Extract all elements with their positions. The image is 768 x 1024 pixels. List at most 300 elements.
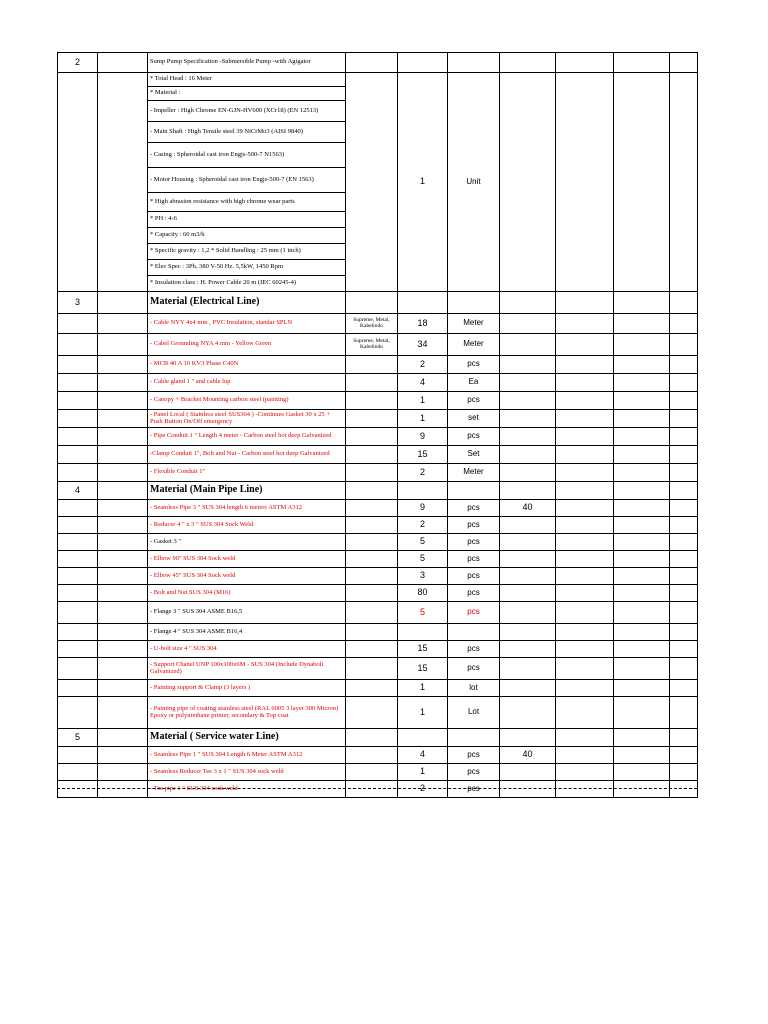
- quantity: 4: [398, 374, 448, 392]
- empty-cell: [556, 680, 614, 697]
- table-row: [58, 568, 698, 585]
- item-description: - Painting support & Clamp (3 layers ): [148, 680, 346, 697]
- empty-cell: [556, 500, 614, 517]
- section-number: 3: [58, 292, 98, 314]
- item-description: - Seamless Pipe 3 " SUS 304 length 6 meters ASTM A312: [148, 500, 346, 517]
- empty-cell: [614, 658, 670, 680]
- table-row: [58, 314, 698, 334]
- extra-value: [500, 585, 556, 602]
- extra-value: [500, 534, 556, 551]
- empty-cell: [614, 334, 670, 356]
- empty-cell: [614, 641, 670, 658]
- item-description: - Cabel Grounding NYA 4 mm - Yellow Green: [148, 334, 346, 356]
- empty-cell: [448, 292, 500, 314]
- item-description: - Canopy + Bracket Mounting carbon steel (painting): [148, 392, 346, 410]
- empty-cell: [670, 374, 698, 392]
- empty-cell: [58, 334, 98, 356]
- table-row: [58, 73, 698, 292]
- empty-cell: [614, 292, 670, 314]
- empty-cell: [614, 781, 670, 798]
- table-row: [58, 517, 698, 534]
- table-row: [58, 374, 698, 392]
- unit: pcs: [448, 356, 500, 374]
- table-row: [58, 764, 698, 781]
- empty-cell: [670, 624, 698, 641]
- empty-cell: [346, 73, 398, 292]
- item-description: - Pipe Conduit 1 " Length 4 meter - Carbon steel hot deep Galvanized: [148, 428, 346, 446]
- quantity: 15: [398, 641, 448, 658]
- unit: pcs: [448, 392, 500, 410]
- empty-cell: [58, 585, 98, 602]
- empty-cell: [670, 781, 698, 798]
- empty-cell: [556, 747, 614, 764]
- section-title: Material (Electrical Line): [148, 292, 346, 314]
- unit: pcs: [448, 641, 500, 658]
- unit: Set: [448, 446, 500, 464]
- table-row: [58, 356, 698, 374]
- extra-value: [500, 356, 556, 374]
- empty-cell: [614, 464, 670, 482]
- empty-cell: [556, 764, 614, 781]
- empty-cell: [98, 73, 148, 292]
- table-row: [58, 334, 698, 356]
- empty-cell: [500, 729, 556, 747]
- empty-cell: [556, 658, 614, 680]
- table-row: [58, 585, 698, 602]
- empty-cell: [614, 697, 670, 729]
- quantity: 1: [398, 680, 448, 697]
- empty-cell: [98, 410, 148, 428]
- quantity: 1: [398, 73, 448, 292]
- quantity: 4: [398, 747, 448, 764]
- pump-spec-list: [148, 73, 346, 292]
- unit: Meter: [448, 314, 500, 334]
- item-brand: [346, 464, 398, 482]
- item-description: - MCB 40 A 10 KV3 Phase C40N: [148, 356, 346, 374]
- item-description: - Seamless Reducer Tee 3 x 1 " SUS 304 sock weld: [148, 764, 346, 781]
- table-bottom-border: [57, 788, 697, 789]
- empty-cell: [58, 410, 98, 428]
- empty-cell: [98, 517, 148, 534]
- spec-line: * Specific gravity : 1,2 * Solid Handling : 25 mm (1 inch): [148, 244, 345, 260]
- unit: pcs: [448, 602, 500, 624]
- empty-cell: [58, 446, 98, 464]
- empty-cell: [670, 764, 698, 781]
- empty-cell: [398, 53, 448, 73]
- empty-cell: [670, 641, 698, 658]
- empty-cell: [98, 641, 148, 658]
- quantity: 5: [398, 534, 448, 551]
- empty-cell: [58, 73, 98, 292]
- extra-value: [500, 446, 556, 464]
- empty-cell: [670, 292, 698, 314]
- item-brand: Supreme, Metal, Kabelindo: [346, 314, 398, 334]
- table-row: [58, 697, 698, 729]
- item-description: - Cable gland 1 " and cable lup: [148, 374, 346, 392]
- extra-value: [500, 517, 556, 534]
- empty-cell: [58, 517, 98, 534]
- empty-cell: [346, 292, 398, 314]
- unit: pcs: [448, 585, 500, 602]
- extra-value: [500, 697, 556, 729]
- quantity: 5: [398, 602, 448, 624]
- empty-cell: [98, 764, 148, 781]
- quantity: 1: [398, 764, 448, 781]
- empty-cell: [556, 292, 614, 314]
- empty-cell: [614, 568, 670, 585]
- empty-cell: [98, 482, 148, 500]
- empty-cell: [58, 747, 98, 764]
- item-description: - Flexible Conduit 1": [148, 464, 346, 482]
- empty-cell: [58, 624, 98, 641]
- empty-cell: [670, 658, 698, 680]
- quantity: 3: [398, 568, 448, 585]
- quantity: 9: [398, 500, 448, 517]
- empty-cell: [500, 292, 556, 314]
- table-row: [58, 624, 698, 641]
- quantity: 2: [398, 356, 448, 374]
- unit: Meter: [448, 334, 500, 356]
- empty-cell: [614, 314, 670, 334]
- empty-cell: [614, 356, 670, 374]
- section-title: Material (Main Pipe Line): [148, 482, 346, 500]
- item-brand: [346, 551, 398, 568]
- empty-cell: [614, 764, 670, 781]
- table-row: [58, 410, 698, 428]
- item-brand: [346, 602, 398, 624]
- empty-cell: [614, 534, 670, 551]
- empty-cell: [346, 482, 398, 500]
- empty-cell: [346, 729, 398, 747]
- empty-cell: [556, 410, 614, 428]
- empty-cell: [556, 392, 614, 410]
- empty-cell: [670, 697, 698, 729]
- empty-cell: [58, 464, 98, 482]
- empty-cell: [670, 500, 698, 517]
- empty-cell: [556, 624, 614, 641]
- empty-cell: [98, 53, 148, 73]
- empty-cell: [98, 747, 148, 764]
- empty-cell: [58, 500, 98, 517]
- empty-cell: [58, 551, 98, 568]
- empty-cell: [448, 729, 500, 747]
- empty-cell: [98, 446, 148, 464]
- empty-cell: [670, 356, 698, 374]
- empty-cell: [614, 747, 670, 764]
- table-row: [58, 428, 698, 446]
- unit: set: [448, 410, 500, 428]
- table-row: [58, 292, 698, 314]
- empty-cell: [556, 374, 614, 392]
- item-brand: [346, 374, 398, 392]
- unit: pcs: [448, 764, 500, 781]
- spec-line: - Motor Housing : Spheroidal cast iron Engjs-500-7 (EN 1563): [148, 168, 345, 193]
- empty-cell: [614, 517, 670, 534]
- item-description: - Painting pipe of coating stainless steel (RAL 6005 3 layer 300 Micron) Epoxy or polyurethane primer, secondary & Top coat: [148, 697, 346, 729]
- empty-cell: [98, 680, 148, 697]
- empty-cell: [670, 680, 698, 697]
- empty-cell: [556, 73, 614, 292]
- unit: pcs: [448, 428, 500, 446]
- item-description: - Flange 3 " SUS 304 ASME B16,5: [148, 602, 346, 624]
- spec-line: * Capacity : 60 m3/h: [148, 228, 345, 244]
- empty-cell: [556, 334, 614, 356]
- empty-cell: [556, 517, 614, 534]
- table-row: [58, 464, 698, 482]
- empty-cell: [58, 374, 98, 392]
- spec-line: * Total Head : 16 Meter: [148, 73, 345, 87]
- quantity: 15: [398, 658, 448, 680]
- empty-cell: [556, 641, 614, 658]
- unit: pcs: [448, 568, 500, 585]
- item-brand: [346, 517, 398, 534]
- empty-cell: [58, 658, 98, 680]
- item-brand: [346, 658, 398, 680]
- empty-cell: [98, 729, 148, 747]
- table-row: [58, 500, 698, 517]
- extra-value: [500, 410, 556, 428]
- spec-line: - Casing : Spheroidal cast iron Engjs-500-7 N1563): [148, 143, 345, 168]
- empty-cell: [556, 551, 614, 568]
- quantity: 18: [398, 314, 448, 334]
- quantity: 34: [398, 334, 448, 356]
- item-brand: [346, 392, 398, 410]
- empty-cell: [614, 624, 670, 641]
- empty-cell: [58, 356, 98, 374]
- unit: Lot: [448, 697, 500, 729]
- empty-cell: [614, 602, 670, 624]
- empty-cell: [670, 446, 698, 464]
- item-brand: [346, 680, 398, 697]
- empty-cell: [670, 517, 698, 534]
- empty-cell: [670, 410, 698, 428]
- empty-cell: [670, 314, 698, 334]
- empty-cell: [58, 764, 98, 781]
- item-brand: [346, 697, 398, 729]
- empty-cell: [58, 314, 98, 334]
- empty-cell: [614, 374, 670, 392]
- quantity: [398, 624, 448, 641]
- item-brand: [346, 781, 398, 798]
- empty-cell: [58, 568, 98, 585]
- empty-cell: [98, 585, 148, 602]
- quantity: 9: [398, 428, 448, 446]
- item-description: - Elbow 45" SUS 304 Sock weld: [148, 568, 346, 585]
- unit: pcs: [448, 781, 500, 798]
- empty-cell: [556, 585, 614, 602]
- table-row: [58, 482, 698, 500]
- empty-cell: [670, 585, 698, 602]
- quantity: 80: [398, 585, 448, 602]
- empty-cell: [614, 551, 670, 568]
- empty-cell: [58, 680, 98, 697]
- empty-cell: [670, 568, 698, 585]
- table-row: [58, 680, 698, 697]
- quantity: 1: [398, 392, 448, 410]
- empty-cell: [98, 292, 148, 314]
- extra-value: [500, 428, 556, 446]
- empty-cell: [58, 697, 98, 729]
- item-description: - Reducer 4 " x 3 " SUS 304 Sock Weld: [148, 517, 346, 534]
- quantity: 1: [398, 697, 448, 729]
- item-number: 2: [58, 53, 98, 73]
- empty-cell: [614, 392, 670, 410]
- empty-cell: [670, 428, 698, 446]
- extra-value: [500, 551, 556, 568]
- unit: pcs: [448, 747, 500, 764]
- extra-value: [500, 568, 556, 585]
- unit: pcs: [448, 658, 500, 680]
- empty-cell: [670, 534, 698, 551]
- extra-value: 40: [500, 500, 556, 517]
- table-row: [58, 658, 698, 680]
- empty-cell: [98, 334, 148, 356]
- empty-cell: [98, 658, 148, 680]
- empty-cell: [58, 534, 98, 551]
- item-brand: Supreme, Metal, Kabelindo: [346, 334, 398, 356]
- item-brand: [346, 747, 398, 764]
- empty-cell: [670, 53, 698, 73]
- unit: pcs: [448, 517, 500, 534]
- extra-value: [500, 641, 556, 658]
- unit: pcs: [448, 534, 500, 551]
- item-description: - Flange 4 " SUS 304 ASME B16,4: [148, 624, 346, 641]
- unit: pcs: [448, 551, 500, 568]
- section-number: 5: [58, 729, 98, 747]
- item-description: - Gasket 3 ": [148, 534, 346, 551]
- empty-cell: [670, 729, 698, 747]
- item-description: - Seamless Pipe 1 " SUS 304 Length 6 Meter ASTM A312: [148, 747, 346, 764]
- unit: Unit: [448, 73, 500, 292]
- empty-cell: [556, 568, 614, 585]
- table-row: [58, 392, 698, 410]
- empty-cell: [58, 428, 98, 446]
- section-title: Material ( Service water Line): [148, 729, 346, 747]
- empty-cell: [98, 602, 148, 624]
- extra-value: [500, 658, 556, 680]
- empty-cell: [614, 680, 670, 697]
- empty-cell: [556, 729, 614, 747]
- quantity: 1: [398, 410, 448, 428]
- spec-line: * PH : 4-6: [148, 212, 345, 228]
- empty-cell: [614, 729, 670, 747]
- unit: pcs: [448, 500, 500, 517]
- empty-cell: [614, 53, 670, 73]
- empty-cell: [614, 73, 670, 292]
- empty-cell: [58, 602, 98, 624]
- item-description: - Tee pipe 1 " SUS 304 sock weld: [148, 781, 346, 798]
- quantity: 2: [398, 517, 448, 534]
- empty-cell: [670, 551, 698, 568]
- item-brand: [346, 410, 398, 428]
- table-row: [58, 446, 698, 464]
- table-row: [58, 602, 698, 624]
- empty-cell: [556, 428, 614, 446]
- item-brand: [346, 641, 398, 658]
- item-brand: [346, 428, 398, 446]
- empty-cell: [500, 53, 556, 73]
- empty-cell: [500, 482, 556, 500]
- table-row: [58, 551, 698, 568]
- spec-line: - Impeller : High Chrome EN-GJN-HV600 (XCr18) (EN 12513): [148, 101, 345, 122]
- item-description: - Panel Local ( Stainless steel SUS304 ) -Continues Gasket 30 x 25 + Push Button On/Off emergency: [148, 410, 346, 428]
- extra-value: [500, 374, 556, 392]
- item-brand: [346, 624, 398, 641]
- empty-cell: [670, 392, 698, 410]
- empty-cell: [98, 500, 148, 517]
- extra-value: [500, 602, 556, 624]
- empty-cell: [614, 500, 670, 517]
- item-description: - Bolt and Nut SUS 304 (M16): [148, 585, 346, 602]
- section-number: 4: [58, 482, 98, 500]
- empty-cell: [556, 482, 614, 500]
- empty-cell: [448, 53, 500, 73]
- extra-value: [500, 624, 556, 641]
- item-brand: [346, 568, 398, 585]
- empty-cell: [670, 464, 698, 482]
- spec-line: * Insulation class : H. Power Cable 20 m (IEC 60245-4): [150, 279, 297, 287]
- empty-cell: [98, 464, 148, 482]
- spec-line: * Elec Spec : 3Ph. 380 V-50 Hz. 5,5kW, 1450 Rpm: [148, 260, 345, 276]
- empty-cell: [98, 374, 148, 392]
- empty-cell: [556, 53, 614, 73]
- spec-line: * High abrasion resistance with high chrome wear parts: [148, 193, 345, 212]
- quantity: 2: [398, 781, 448, 798]
- empty-cell: [500, 73, 556, 292]
- table-row: [58, 781, 698, 798]
- empty-cell: [98, 392, 148, 410]
- item-description: - Cable NYY 4x4 mm , PVC Insulation, standar SPLN: [148, 314, 346, 334]
- empty-cell: [98, 697, 148, 729]
- item-brand: [346, 356, 398, 374]
- table-row: [58, 534, 698, 551]
- item-brand: [346, 764, 398, 781]
- table-row: [58, 747, 698, 764]
- empty-cell: [670, 482, 698, 500]
- item-description: - Support Chanel UNP 100x100x6M - SUS 304 (Include Dynabolt Galvanized): [148, 658, 346, 680]
- item-title: Sump Pump Specification -Submersible Pump -with Agigator: [148, 53, 346, 73]
- extra-value: [500, 392, 556, 410]
- quantity: 2: [398, 464, 448, 482]
- empty-cell: [58, 781, 98, 798]
- empty-cell: [614, 585, 670, 602]
- unit: lot: [448, 680, 500, 697]
- empty-cell: [556, 356, 614, 374]
- item-brand: [346, 500, 398, 517]
- empty-cell: [670, 73, 698, 292]
- empty-cell: [614, 410, 670, 428]
- empty-cell: [98, 568, 148, 585]
- unit: Ea: [448, 374, 500, 392]
- empty-cell: [556, 781, 614, 798]
- empty-cell: [98, 314, 148, 334]
- empty-cell: [556, 602, 614, 624]
- extra-value: 40: [500, 747, 556, 764]
- empty-cell: [556, 697, 614, 729]
- empty-cell: [98, 356, 148, 374]
- item-brand: [346, 446, 398, 464]
- extra-value: [500, 334, 556, 356]
- empty-cell: [670, 602, 698, 624]
- empty-cell: [98, 428, 148, 446]
- unit: [448, 624, 500, 641]
- empty-cell: [556, 446, 614, 464]
- item-brand: [346, 585, 398, 602]
- table-row: [58, 729, 698, 747]
- table-row: [58, 53, 698, 73]
- extra-value: [500, 464, 556, 482]
- empty-cell: [398, 482, 448, 500]
